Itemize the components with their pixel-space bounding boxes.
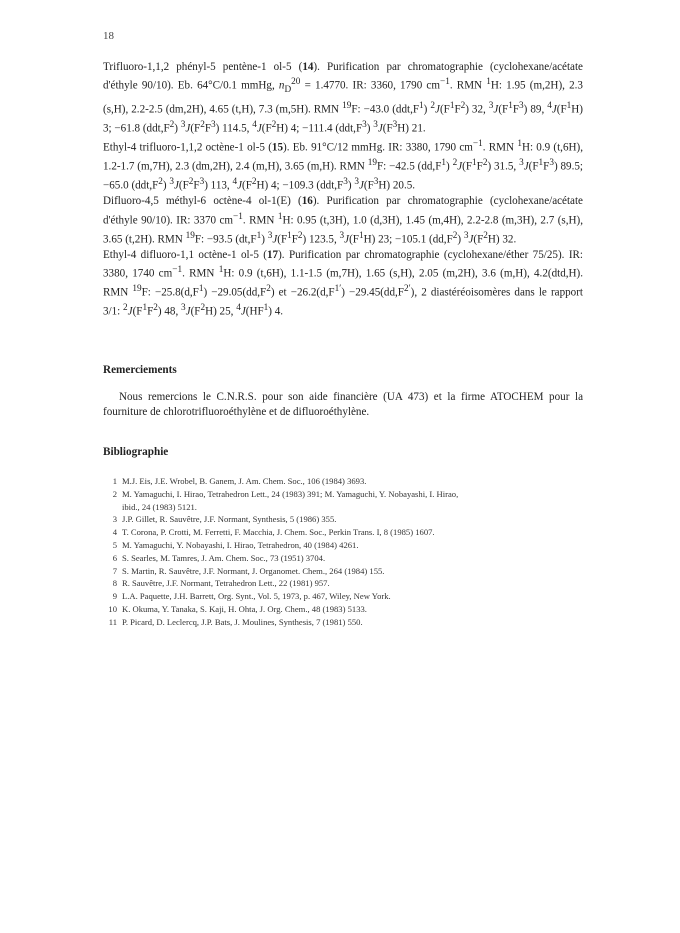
reference-text: M. Yamaguchi, Y. Nobayashi, I. Hirao, Tetrahedron, 40 (1984) 4261.: [122, 539, 359, 550]
reference-number: 6: [112, 552, 117, 563]
reference-item: [103, 552, 583, 565]
reference-number: 8: [112, 578, 117, 589]
remerciements-text: Nous remercions le C.N.R.S. pour son aide financière (UA 473) et la firme ATOCHEM pour la fourniture de chlorotrifluoroéthylène et de difluoroéthylène.: [103, 391, 583, 419]
compound-entry-15: Ethyl-4 trifluoro-1,1,2 octène-1 ol-5 (15). Eb. 91°C/12 mmHg. IR: 3380, 1790 $cm^{-1}$. RMN $^1$H: 0.9 (t,6H), 1.2-1.7 (m,7H), 2.3 (dm,2H), 2.4 (m,H), 3.65 (m,H). RMN $^{19}$F: −42.5 $(dd,F^1)$ $^2J(F^1F^2)$ 31.5, $^3J(F^1F^3)$ 89.5; −65.0 $(ddt,F^2)$ $^3J(F^2F^3)$ 113, $^4J(F^2H)$ 4; −109.3 $(ddt,F^3)$ $^3J(F^3H)$ 20.5.: [103, 138, 584, 192]
reference-number: 5: [112, 539, 117, 550]
reference-item: [103, 616, 583, 629]
reference-item: [103, 539, 583, 552]
reference-text: K. Okuma, Y. Tanaka, S. Kaji, H. Ohta, J. Org. Chem., 48 (1983) 5133.: [122, 603, 367, 614]
reference-text: S. Martin, R. Sauvêtre, J.F. Normant, J. Organomet. Chem., 264 (1984) 155.: [122, 565, 385, 576]
compound-entry-14: Trifluoro-1,1,2 phényl-5 pentène-1 ol-5 (14). Purification par chromatographie (cyclohexane/acétate d'éthyle 90/10). Eb. 64°C/0.1 mmHg, $n_D^{20} = 1.4770$. IR: 3360, 1790 $cm^{-1}$. RMN $^1$H: 1.95 (m,2H), 2.3 (s,H), 2.2-2.5 (dm,2H), 4.65 (t,H), 7.3 (m,5H). RMN $^{19}$F: −43.0 $(ddt,F^1)$ $^2J(F^1F^2)$ 32, $^3J(F^1F^3)$ 89, $^4J(F^1H)$ 3; −61.8 $(ddt,F^2)$ $^3J(F^2F^3)$ 114.5, $^4J(F^2H)$ 4; −111.4 $(ddt,F^3)$ $^3J(F^3H)$ 21.: [103, 61, 583, 135]
compound-entry-16: Difluoro-4,5 méthyl-6 octène-4 ol-1(E) (16). Purification par chromatographie (cyclohexane/acétate d'éthyle 90/10). IR: 3370 $cm^{-1}$. RMN $^1$H: 0.95 (t,3H), 1.0 (d,3H), 1.45 (m,4H), 2.2-2.8 (m,3H), 2.7 (s,H), 3.65 (t,2H). RMN $^{19}$F: −93.5 $(dt,F^1)$ $^3J(F^1F^2)$ 123.5, $^3J(F^1H)$ 23; −105.1 $(dd,F^2)$ $^3J(F^2H)$ 32.: [103, 195, 583, 246]
reference-item: [103, 590, 583, 603]
reference-continuation: ibid., 24 (1983) 5121.: [122, 501, 197, 512]
reference-item: [103, 603, 583, 616]
reference-text: L.A. Paquette, J.H. Barrett, Org. Synt., Vol. 5, 1973, p. 467, Wiley, New York.: [122, 591, 391, 602]
reference-text: T. Corona, P. Crotti, M. Ferretti, F. Macchia, J. Chem. Soc., Perkin Trans. I, 8 (1985) 1607.: [122, 527, 435, 538]
reference-number: 7: [112, 565, 117, 576]
reference-number: 11: [108, 616, 117, 627]
reference-text: S. Searles, M. Tamres, J. Am. Chem. Soc., 73 (1951) 3704.: [122, 552, 326, 563]
reference-text: J.P. Gillet, R. Sauvêtre, J.F. Normant, Synthesis, 5 (1986) 355.: [122, 514, 337, 525]
reference-number: 3: [112, 514, 117, 525]
reference-text: M. Yamaguchi, I. Hirao, Tetrahedron Lett., 24 (1983) 391; M. Yamaguchi, Y. Nobayashi, I. Hirao,: [122, 488, 459, 499]
reference-item: [103, 513, 583, 526]
experimental-entries: [103, 60, 583, 320]
remerciements-heading: Remerciements: [103, 364, 177, 376]
reference-number: 2: [112, 488, 117, 499]
reference-text: P. Picard, D. Leclercq, J.P. Bats, J. Moulines, Synthesis, 7 (1981) 550.: [122, 616, 363, 627]
reference-number: 1: [112, 476, 117, 486]
reference-item: [103, 577, 583, 590]
reference-item: [103, 565, 583, 578]
reference-number: 4: [112, 527, 117, 538]
bibliographie-heading: Bibliographie: [103, 446, 169, 458]
reference-item: [103, 488, 583, 501]
compound-entry-17: Ethyl-4 difluoro-1,1 octène-1 ol-5 (17). Purification par chromatographie (cyclohexane/éther 75/25). IR: 3380, 1740 $cm^{-1}$. RMN $^1$H: 0.9 (t,6H), 1.1-1.5 (m,7H), 1.65 (s,H), 2.05 (m,2H), 3.6 (m,H), 4.2(dtd,H). RMN $^{19}$F: $-25.8(d,F^1) -29.05(dd,F^2)$ et $-26.2(d,F^{1'}) -29.45(dd,F^{2'})$, 2 diastéréoisomères dans le rapport 3/1: $^2J(F^1F^2)$ 48, $^3J(F^2H)$ 25, $^4J(HF^1)$ 4.: [103, 248, 584, 319]
reference-text: M.J. Eis, J.E. Wrobel, B. Ganem, J. Am. Chem. Soc., 106 (1984) 3693.: [122, 476, 367, 486]
reference-number: 9: [112, 591, 117, 602]
reference-item: [103, 475, 583, 488]
reference-text: R. Sauvêtre, J.F. Normant, Tetrahedron Lett., 22 (1981) 957.: [122, 578, 330, 589]
reference-number: 10: [108, 603, 117, 614]
page-number: 18: [103, 30, 114, 42]
reference-list: [103, 475, 583, 629]
reference-item: [103, 526, 583, 539]
